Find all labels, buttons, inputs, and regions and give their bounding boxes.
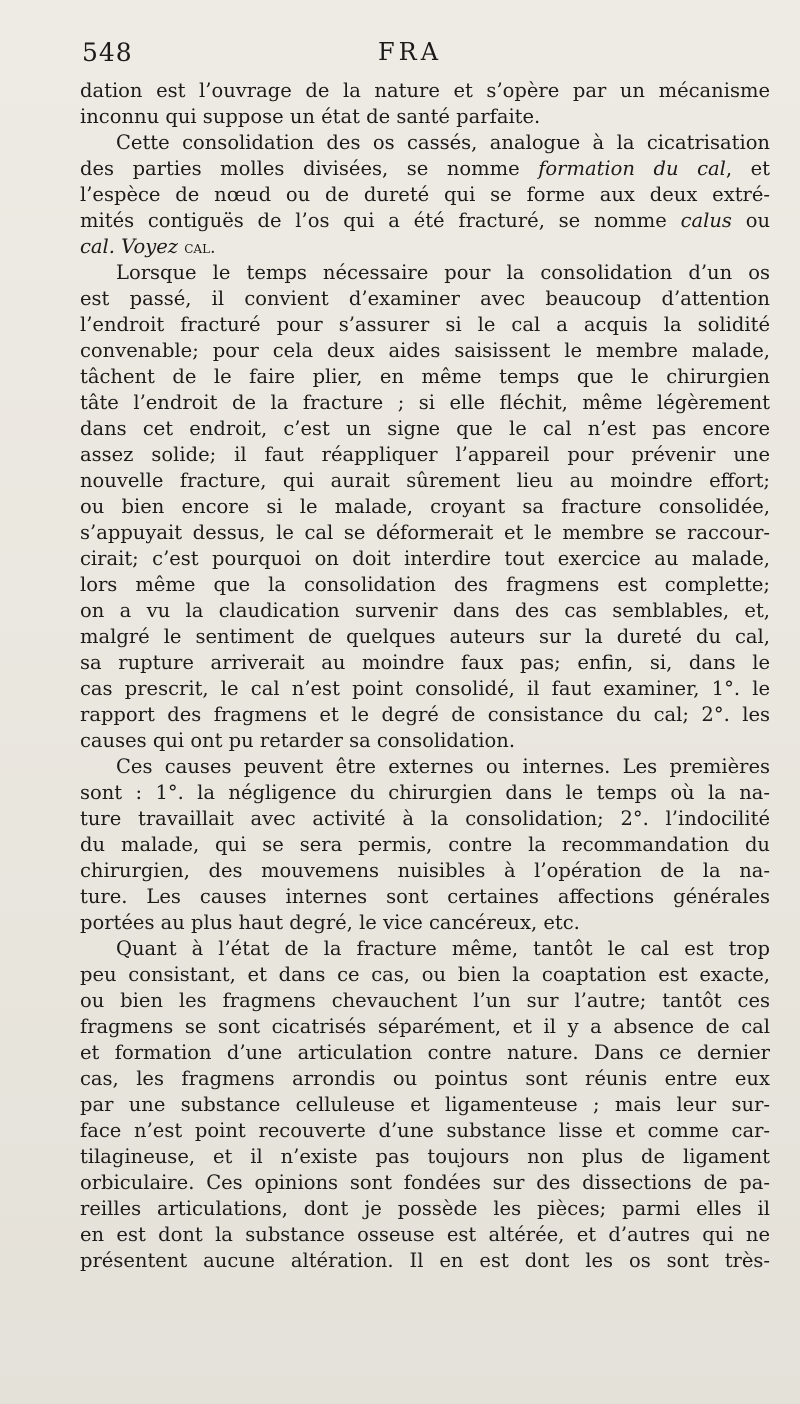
text-run: portées au plus haut degré, le vice cancéreux, etc. [80,911,580,934]
text-run: assez solide; il faut réappliquer l’appareil pour prévenir une [80,443,770,466]
text-run: s’appuyait dessus, le cal se déformerait et le membre se raccour- [80,521,770,544]
text-run: mités contiguës de l’os qui a été fracturé, se nomme [80,209,681,232]
text-run: Ces causes peuvent être externes ou internes. Les premières [116,755,770,778]
text-run: rapport des fragmens et le degré de consistance du cal; 2°. les [80,703,770,726]
text-run: Quant à l’état de la fracture même, tantôt le cal est trop [116,937,770,960]
text-line [80,1040,770,1066]
text-line [80,130,770,156]
text-run: sa rupture arriverait au moindre faux pas; enfin, si, dans le [80,651,770,674]
text-line [80,416,770,442]
text-line [80,936,770,962]
text-run: inconnu qui suppose un état de santé parfaite. [80,105,541,128]
text-run: tilagineuse, et il n’existe pas toujours non plus de ligament [80,1145,770,1168]
text-line [80,624,770,650]
text-run: peu consistant, et dans ce cas, ou bien la coaptation est exacte, [80,963,770,986]
text-line [80,988,770,1014]
text-line [80,780,770,806]
italic-text: calus [680,209,732,232]
text-line [80,468,770,494]
text-run: par une substance celluleuse et ligamenteuse ; mais leur sur- [80,1093,770,1116]
text-line [80,156,770,182]
text-run: ou bien les fragmens chevauchent l’un sur l’autre; tantôt ces [80,989,770,1012]
text-line [80,1170,770,1196]
text-line [80,806,770,832]
text-run: , et [725,157,770,180]
text-run: l’endroit fracturé pour s’assurer si le cal a acquis la solidité [80,313,770,336]
text-line [80,546,770,572]
text-line [80,858,770,884]
text-run: dans cet endroit, c’est un signe que le cal n’est pas encore [80,417,770,440]
text-run: ture travaillait avec activité à la consolidation; 2°. l’indocilité [80,807,770,830]
text-line [80,1118,770,1144]
text-line [80,676,770,702]
text-line [80,962,770,988]
text-line [80,572,770,598]
text-line [80,598,770,624]
text-run: orbiculaire. Ces opinions sont fondées sur des dissections de pa- [80,1171,770,1194]
text-run: Cette consolidation des os cassés, analogue à la cicatrisation [116,131,770,154]
text-line [80,520,770,546]
text-run: ou [731,209,771,232]
text-run: tâte l’endroit de la fracture ; si elle fléchit, même légèrement [80,391,770,414]
text-line [80,312,770,338]
text-line [80,286,770,312]
italic-text: formation du cal [538,157,726,180]
italic-text: cal. Voyez [80,235,179,258]
text-line [80,702,770,728]
text-line [80,728,770,754]
text-line [80,234,770,260]
text-line [80,494,770,520]
text-run: on a vu la claudication survenir dans des cas semblables, et, [80,599,770,622]
text-run: fragmens se sont cicatrisés séparément, et il y a absence de cal [80,1015,770,1038]
text-line [80,884,770,910]
text-run: ture. Les causes internes sont certaines affections générales [80,885,770,908]
text-run: présentent aucune altération. Il en est dont les os sont très- [80,1249,770,1272]
text-run: malgré le sentiment de quelques auteurs sur la dureté du cal, [80,625,770,648]
small-caps-text: cal. [184,238,216,258]
text-line [80,338,770,364]
text-run: dation est l’ouvrage de la nature et s’opère par un mécanisme [80,79,770,102]
text-run: ou bien encore si le malade, croyant sa fracture consolidée, [80,495,770,518]
page-number: 548 [82,38,133,67]
text-line [80,1248,770,1274]
text-run: nouvelle fracture, qui aurait sûrement lieu au moindre effort; [80,469,770,492]
text-line [80,260,770,286]
text-run: du malade, qui se sera permis, contre la recommandation du [80,833,770,856]
text-run: reilles articulations, dont je possède les pièces; parmi elles il [80,1197,770,1220]
text-line [80,910,770,936]
text-run: cirait; c’est pourquoi on doit interdire tout exercice au malade, [80,547,770,570]
running-head: FRA [378,38,443,66]
text-line [80,182,770,208]
text-line [80,1066,770,1092]
text-run: sont : 1°. la négligence du chirurgien dans le temps où la na- [80,781,770,804]
text-line [80,1222,770,1248]
text-run: des parties molles divisées, se nomme [80,157,539,180]
text-run: lors même que la consolidation des fragmens est complette; [80,573,770,596]
text-line [80,390,770,416]
text-line [80,442,770,468]
text-run: Lorsque le temps nécessaire pour la consolidation d’un os [116,261,770,284]
page-header [82,38,772,72]
text-run: cas, les fragmens arrondis ou pointus sont réunis entre eux [80,1067,770,1090]
text-run: tâchent de le faire plier, en même temps que le chirurgien [80,365,770,388]
text-line [80,1196,770,1222]
text-line [80,104,770,130]
text-run: convenable; pour cela deux aides saisissent le membre malade, [80,339,770,362]
text-line [80,78,770,104]
body-text [80,78,770,1274]
text-run: chirurgien, des mouvemens nuisibles à l’opération de la na- [80,859,770,882]
text-line [80,832,770,858]
text-line [80,208,770,234]
text-run: est passé, il convient d’examiner avec beaucoup d’attention [80,287,770,310]
text-run: en est dont la substance osseuse est altérée, et d’autres qui ne [80,1223,770,1246]
text-run: et formation d’une articulation contre nature. Dans ce dernier [80,1041,770,1064]
text-run: causes qui ont pu retarder sa consolidation. [80,729,516,752]
text-line [80,754,770,780]
text-line [80,1092,770,1118]
text-run: cas prescrit, le cal n’est point consolidé, il faut examiner, 1°. le [80,677,770,700]
text-run: l’espèce de nœud ou de dureté qui se forme aux deux extré- [80,183,770,206]
text-run: face n’est point recouverte d’une substance lisse et comme car- [80,1119,770,1142]
text-line [80,650,770,676]
text-line [80,364,770,390]
text-line [80,1144,770,1170]
text-line [80,1014,770,1040]
